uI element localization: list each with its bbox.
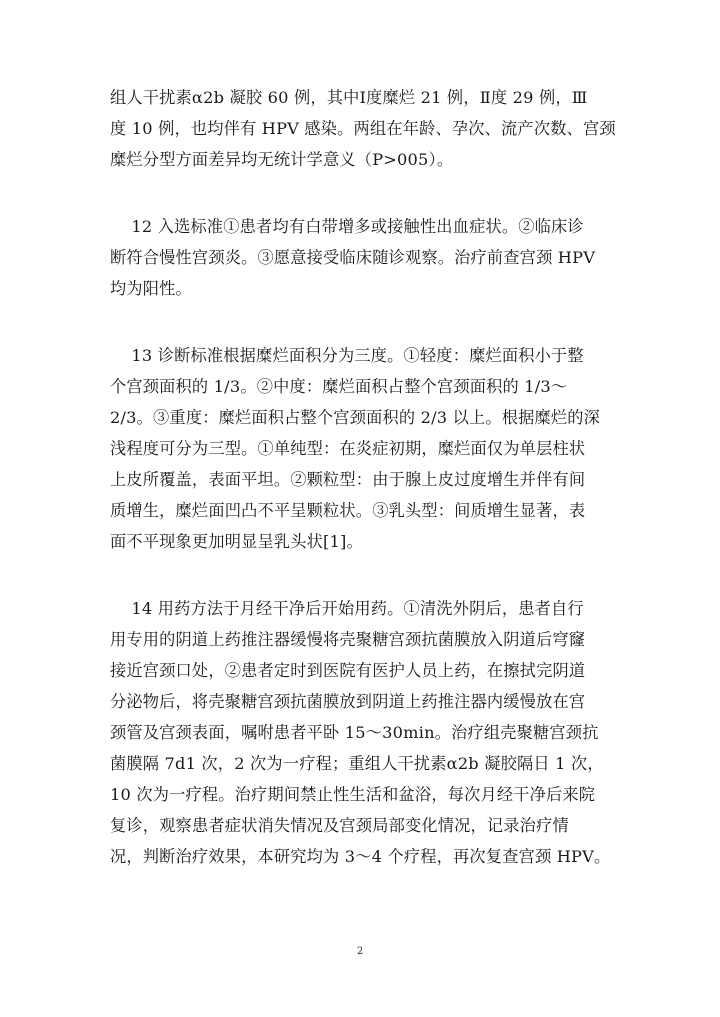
text-line: 分泌物后，将壳聚糖宫颈抗菌膜放到阴道上药推注器内缓慢放在宫 bbox=[110, 692, 586, 711]
text-line: 度 10 例，也均伴有 HPV 感染。两组在年龄、孕次、流产次数、宫颈 bbox=[110, 119, 616, 138]
text-line: 组人干扰素α2b 凝胶 60 例，其中Ⅰ度糜烂 21 例，Ⅱ度 29 例，Ⅲ bbox=[110, 88, 588, 107]
text-line: 2/3。③重度：糜烂面积占整个宫颈面积的 2/3 以上。根据糜烂的深 bbox=[110, 408, 601, 427]
paragraph-group-info bbox=[110, 82, 616, 175]
text-line: 糜烂分型方面差异均无统计学意义（P>005）。 bbox=[110, 150, 454, 169]
text-line: 14 用药方法于月经干净后开始用药。①清洗外阴后，患者自行 bbox=[110, 599, 584, 618]
text-line: 浅程度可分为三型。①单纯型：在炎症初期，糜烂面仅为单层柱状 bbox=[110, 439, 586, 458]
text-line: 断符合慢性宫颈炎。③愿意接受临床随诊观察。治疗前查宫颈 HPV bbox=[110, 248, 596, 267]
paragraph-diagnostic-criteria bbox=[110, 340, 616, 557]
text-line: 菌膜隔 7d1 次，2 次为一疗程；重组人干扰素α2b 凝胶隔日 1 次， bbox=[110, 754, 604, 773]
page-number: 2 bbox=[356, 946, 364, 957]
paragraph-medication-method bbox=[110, 593, 616, 872]
text-line: 个宫颈面积的 1/3。②中度：糜烂面积占整个宫颈面积的 1/3～ bbox=[110, 377, 568, 396]
paragraph-inclusion-criteria bbox=[110, 211, 616, 304]
text-line: 用专用的阴道上药推注器缓慢将壳聚糖宫颈抗菌膜放入阴道后穹窿 bbox=[110, 630, 586, 649]
text-line: 面不平现象更加明显呈乳头状[1]。 bbox=[110, 532, 363, 551]
text-line: 质增生，糜烂面凹凸不平呈颗粒状。③乳头型：间质增生显著，表 bbox=[110, 501, 586, 520]
document-body bbox=[110, 82, 616, 908]
text-line: 13 诊断标准根据糜烂面积分为三度。①轻度：糜烂面积小于整 bbox=[110, 346, 584, 365]
text-line: 颈管及宫颈表面，嘱咐患者平卧 15～30min。治疗组壳聚糖宫颈抗 bbox=[110, 723, 599, 742]
text-line: 均为阳性。 bbox=[110, 279, 192, 298]
text-line: 12 入选标准①患者均有白带增多或接触性出血症状。②临床诊 bbox=[110, 217, 584, 236]
text-line: 复诊，观察患者症状消失情况及宫颈局部变化情况，记录治疗情 bbox=[110, 816, 569, 835]
text-line: 10 次为一疗程。治疗期间禁止性生活和盆浴，每次月经干净后来院 bbox=[110, 785, 596, 804]
text-line: 况，判断治疗效果，本研究均为 3～4 个疗程，再次复查宫颈 HPV。 bbox=[110, 847, 611, 866]
text-line: 上皮所覆盖，表面平坦。②颗粒型：由于腺上皮过度增生并伴有间 bbox=[110, 470, 586, 489]
text-line: 接近宫颈口处，②患者定时到医院有医护人员上药，在擦拭完阴道 bbox=[110, 661, 586, 680]
